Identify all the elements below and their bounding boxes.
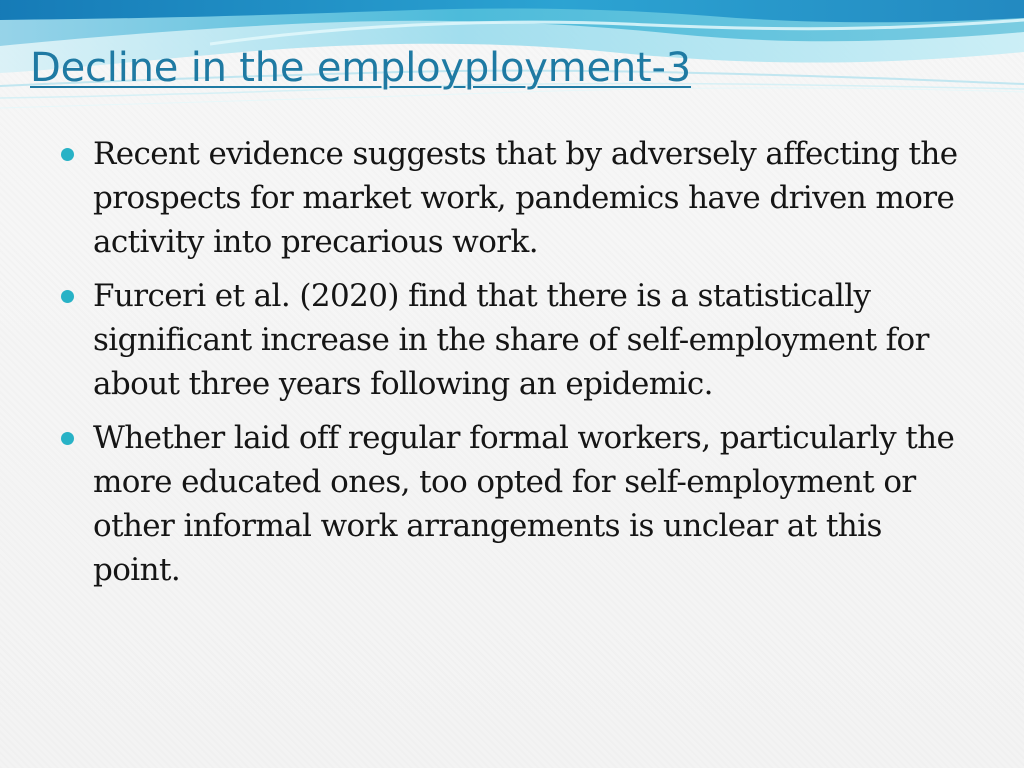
bullet-list xyxy=(60,132,960,602)
bullet-dot-icon xyxy=(61,290,74,303)
slide-title: Decline in the employployment-3 xyxy=(30,45,692,91)
bullet-item xyxy=(60,132,960,264)
bullet-item xyxy=(60,416,960,592)
bullet-item xyxy=(60,274,960,406)
bullet-dot-icon xyxy=(61,148,74,161)
bullet-text: Recent evidence suggests that by adversely affecting the prospects for market work, pandemics have driven more activity into precarious work. xyxy=(93,136,958,260)
bullet-text: Furceri et al. (2020) find that there is a statistically significant increase in the share of self-employment for about three years following an epidemic. xyxy=(93,278,929,402)
bullet-dot-icon xyxy=(61,432,74,445)
bullet-text: Whether laid off regular formal workers, particularly the more educated ones, too opted for self-employment or other informal work arrangements is unclear at this point. xyxy=(93,420,955,588)
